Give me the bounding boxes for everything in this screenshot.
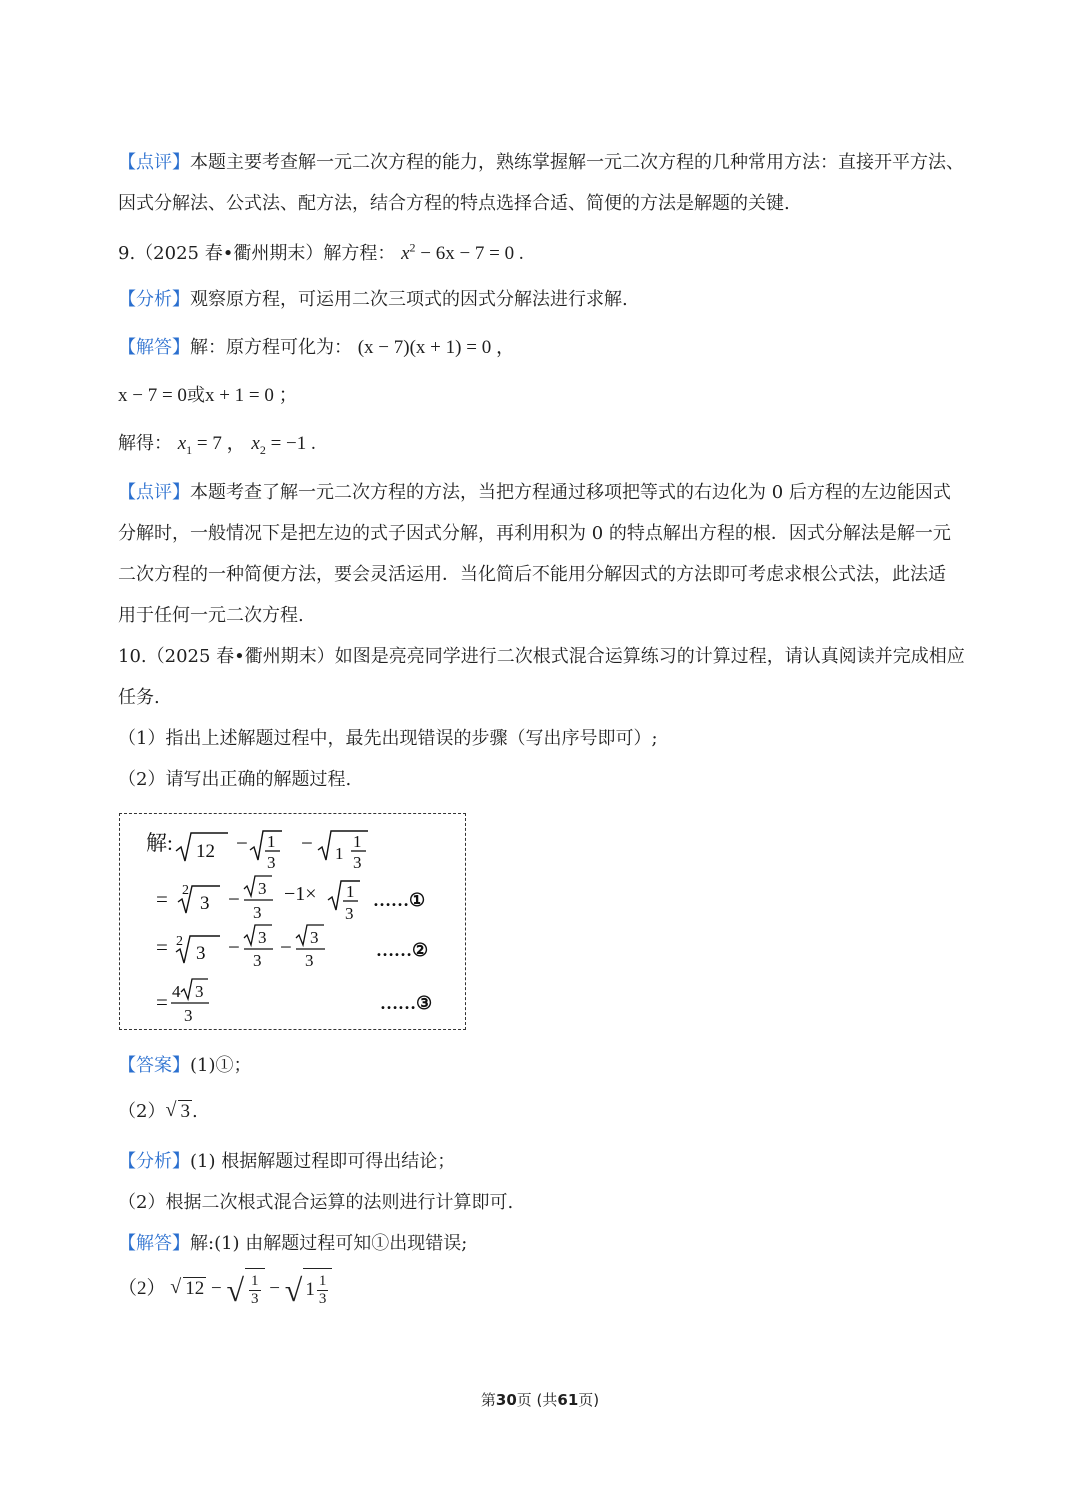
box-minus-1: − [236,831,248,855]
answer-tag: 【解答】 [118,337,190,358]
key-sqrt: √ 3 [165,1100,192,1124]
key-tag: 【答案】 [118,1055,190,1076]
box-three-1: 3 [267,853,276,872]
q9-answer [118,336,515,360]
q9-step2-or: 或 [186,385,205,406]
question-9 [118,242,524,266]
box-minus-2: − [301,831,313,855]
box-four: 4 [172,982,181,1001]
page-number: 30 [495,1391,517,1409]
box-sqrt-2 [250,831,282,860]
comment-tag: 【点评】 [118,482,190,503]
q9-step2-b: x + 1 = 0 ； [204,385,298,406]
q9-comment-line-4: 用于任何一元二次方程. [118,605,304,626]
q9-x1: $x_1 = 7$ ， [177,433,246,457]
box-three-7: 3 [196,943,206,964]
box-eq-3: = [156,990,168,1014]
box-three-5: 3 [253,903,262,922]
page-footer: 第30页 (共61页) [480,1391,600,1409]
box-eq-1: = [156,887,168,911]
answer-sqrt-frac-1: $\frac{1}{3}$ [245,1268,265,1311]
comment-text-2: 因式分解法、公式法、配方法，结合方程的特点选择合适、简便的方法是解题的关键. [118,193,790,214]
analysis-tag: 【分析】 [118,289,190,310]
q9-comment-line-2: 分解时，一般情况下是把左边的式子因式分解，再利用积为 0 的特点解出方程的根．因式分解法是解一元 [118,523,951,544]
q9-comment-line-3: 二次方程的一种简便方法，要会灵活运用．当化简后不能用分解因式的方法即可考虑求根公式法，此法适 [118,564,946,585]
box-one-2: 1 [335,844,344,863]
q9-step-3 [118,432,316,456]
box-three-9: 3 [253,951,262,970]
q10-key-1 [118,1054,252,1078]
box-three-4: 3 [258,879,267,898]
box-eq-2: = [156,935,168,959]
box-index-2b: 2 [176,934,183,949]
box-three-2: 3 [353,853,362,872]
box-index-2a: 2 [182,883,189,898]
question-10-line-1: 10.（2025 春•衢州期末）如图是亮亮同学进行二次根式混合运算练习的计算过程，请认真阅读并完成相应 [118,646,965,667]
q9-step2-a: x − 7 = 0 [118,385,187,406]
box-one-3: 1 [353,832,362,851]
analysis-tag: 【分析】 [118,1151,190,1172]
q10-task-1: （1）指出上述解题过程中，最先出现错误的步骤（写出序号即可）; [118,728,658,749]
q10-answer-1: 【解答】解:(1) 由解题过程可知①出现错误; [118,1233,468,1254]
comment-paragraph-line-2 [118,192,790,216]
comment-paragraph-line-1 [118,151,964,175]
q10-key-1-text: (1)①； [190,1055,252,1076]
box-minus-3: − [228,887,240,911]
q9-solve-label: 解得： [118,433,172,454]
box-three-10: 3 [310,928,319,947]
box-times: −1× [284,883,317,905]
q10-key-2: （2）√ 3 . [118,1100,198,1124]
q9-label: 9.（2025 春•衢州期末）解方程： [118,243,396,264]
q10-analysis-1: 【分析】(1) 根据解题过程即可得出结论； [118,1151,456,1172]
box-minus-5: − [280,935,292,959]
box-step-2-marker: ……② [376,940,429,960]
box-12: 12 [196,841,215,862]
box-three-3: 3 [200,893,210,914]
box-sqrt-6 [328,881,360,910]
q9-comment-text-1: 本题考查了解一元二次方程的方法，当把方程通过移项把等式的右边化为 0 后方程的左边能因式 [190,482,951,503]
box-three-11: 3 [305,951,314,970]
answer-sqrt-frac-2: 1 $\frac{1}{3}$ [303,1268,332,1311]
box-three-13: 3 [184,1006,193,1025]
answer-tag: 【解答】 [118,1233,190,1254]
q9-analysis [118,288,628,312]
box-one-4: 1 [346,882,355,901]
box-step-3-marker: ……③ [380,993,433,1013]
q10-task-2: （2）请写出正确的解题过程. [118,769,352,790]
q9-analysis-text: 观察原方程，可运用二次三项式的因式分解法进行求解. [190,289,628,310]
q9-x2: $x_2 = -1$ . [251,433,316,457]
q9-step-2 [118,384,298,408]
box-jie: 解: [146,831,173,855]
comment-text-1: 本题主要考查解一元二次方程的能力，熟练掌握解一元二次方程的几种常用方法：直接开平方法、 [190,152,964,173]
q9-comment-line-1 [118,481,951,505]
total-pages: 61 [557,1391,579,1409]
box-one-1: 1 [267,832,276,851]
answer-sqrt-12: √ 12 [170,1269,206,1309]
q9-answer-text: 解：原方程可化为： [190,337,352,358]
q9-answer-eq: (x − 7)(x + 1) = 0 ， [357,337,515,358]
box-three-6: 3 [345,904,354,923]
q10-analysis-2: （2）根据二次根式混合运算的法则进行计算即可. [118,1192,514,1213]
box-three-8: 3 [258,928,267,947]
q9-equation: $x^2 - 6x - 7 = 0$ . [401,240,524,264]
comment-tag: 【点评】 [118,152,190,173]
box-step-1-marker: ……① [373,890,426,910]
student-work-box [119,813,466,1030]
student-work-figure [120,814,465,1029]
q10-answer-2: （2） √ 12 − √ $\frac{1}{3}$ − √ 1 $\frac{1}{3}$ [118,1268,332,1311]
box-three-12: 3 [195,982,204,1001]
box-minus-4: − [228,935,240,959]
question-10-line-2: 任务. [118,687,160,708]
